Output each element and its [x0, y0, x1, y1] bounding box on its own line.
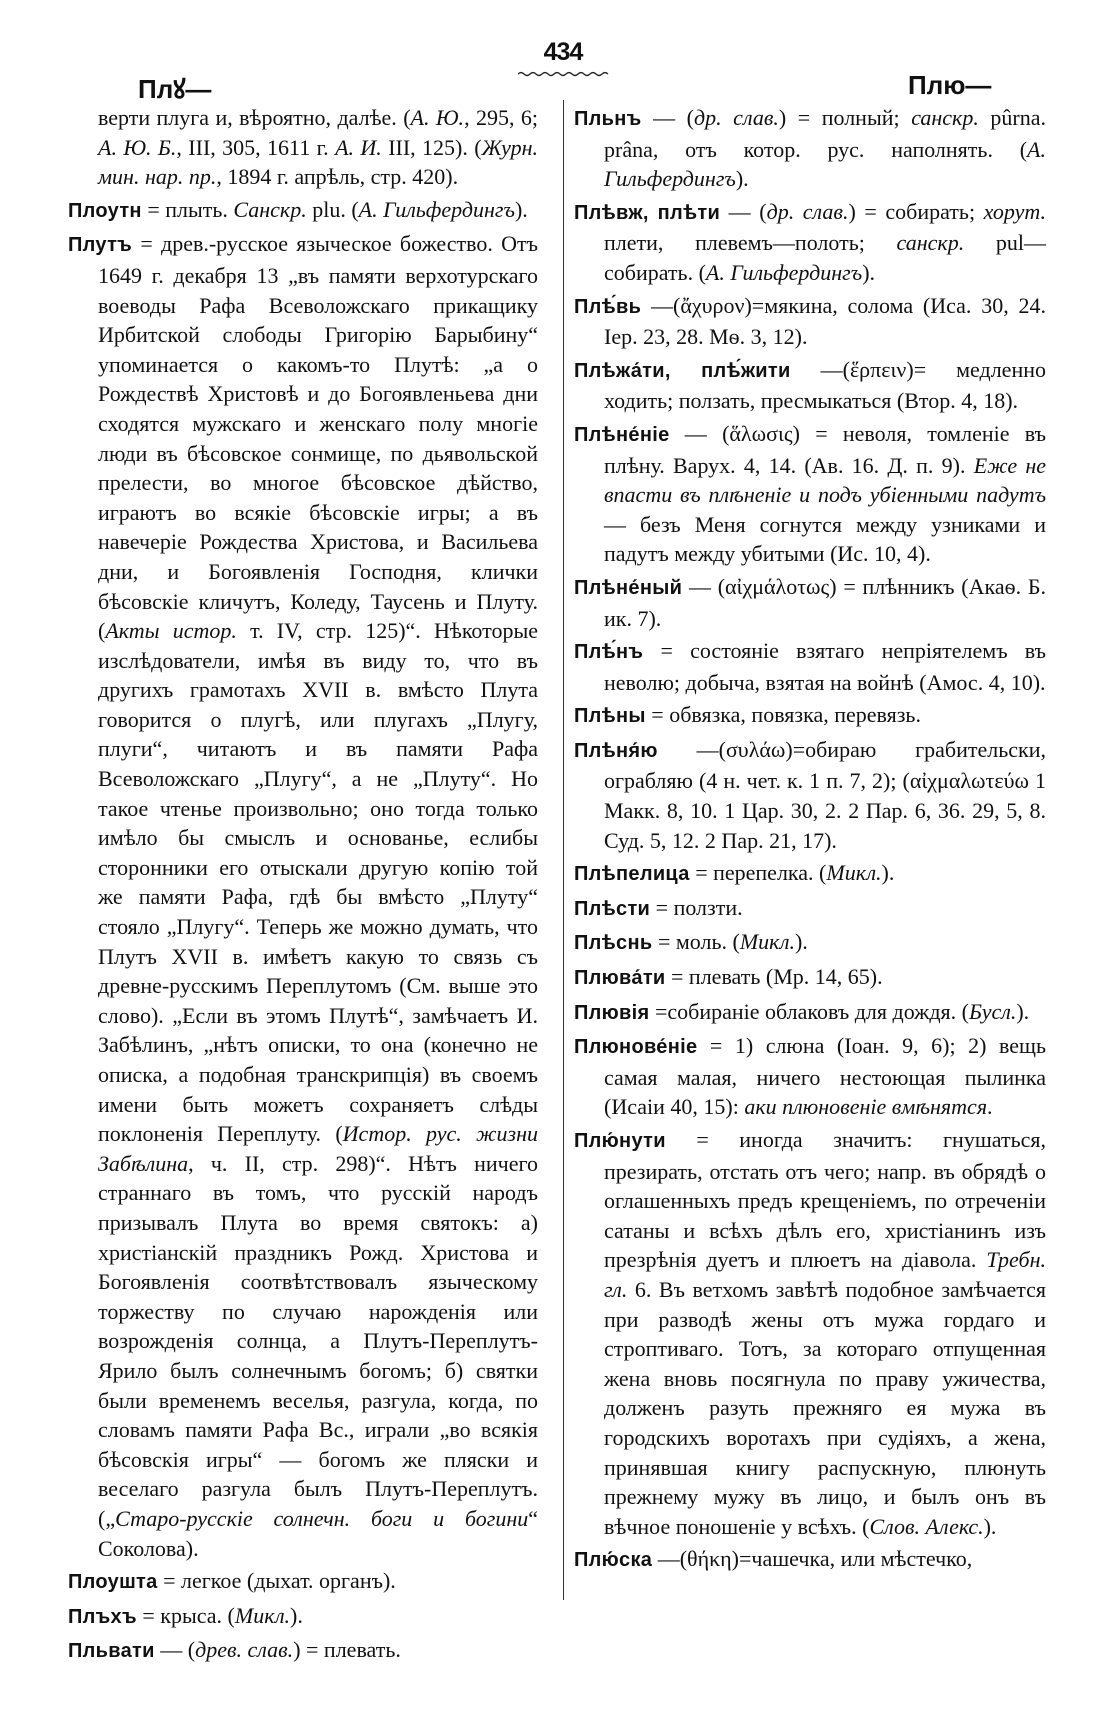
- definition-text: = моль. (: [652, 929, 740, 955]
- headword: Плѣне́ніе: [574, 423, 670, 446]
- headword: Плѣпелица: [574, 863, 690, 886]
- definition-text: III, 125). (: [381, 134, 482, 160]
- headword: Плѣ́нъ: [574, 641, 644, 664]
- dictionary-entry: [574, 572, 1046, 633]
- headword: Плѣсти: [574, 897, 651, 920]
- dictionary-entry: [574, 1031, 1046, 1122]
- definition-text: ).: [881, 860, 895, 886]
- headword: Плѣ́вь: [574, 295, 642, 318]
- italic-reference: Бусл.: [969, 998, 1017, 1024]
- definition-text: = древ.-русское языческое божество. Отъ 1649 г. декабря 13 „въ памяти верхотурскаго воеводы Рафа Всеволожскаго прикащику Ирбитской слободы Григорію Барыбину“ упоминается о какомъ-то Плутѣ: „а о Рождествѣ Христовѣ и до Богоявленьева дни сходятся мужскаго и женскаго полу многіе люди въ бѣсовское сонмище, по дьявольской прелести, во многое бѣсовское дѣйство, играютъ во всякіе бѣсовскіе игры; а въ навечеріе Рождества Христова, и Васильева дни, и Богоявленія Господня, клички бѣсовскіе кличутъ, Коледу, Таусень и Плуту. (: [98, 231, 538, 644]
- dictionary-entry: [574, 355, 1046, 416]
- running-head-left: Плꙋ—: [138, 74, 212, 104]
- definition-text: ) = собирать;: [848, 198, 984, 224]
- italic-reference: Акты истор.: [105, 618, 237, 644]
- definition-text: = плыть.: [141, 196, 234, 222]
- headword: Плутъ: [68, 234, 133, 257]
- running-head-right: Плю—: [908, 70, 992, 100]
- italic-reference: Микл.: [826, 860, 882, 886]
- definition-text: —(συλάω)=обираю грабительски, ограбляю (4 н. чет. к. 1 п. 7, 2); (αἰχμαλωτεύω 1 Макк. 8, 10. 1 Цар. 30, 2. 2 Пар. 6, 36. 29, 5, 8. Суд. 5, 12. 2 Пар. 21, 17).: [604, 736, 1046, 853]
- italic-reference: Слов. Алекс.: [869, 1513, 984, 1539]
- definition-text: —(ἕρπειν)= медленно ходить; ползать, пресмыкаться (Втор. 4, 18).: [604, 356, 1046, 414]
- definition-text: ).: [1016, 998, 1030, 1024]
- italic-reference: др. слав.: [694, 105, 779, 130]
- dictionary-entry: [574, 927, 1046, 959]
- definition-text: —(ἄχυρον)=мякина, солома (Иса. 30, 24. Іер. 23, 28. Мѳ. 3, 12).: [604, 292, 1046, 350]
- definition-text: — безъ Меня согнутся между узниками и падутъ между убитыми (Ис. 10, 4).: [604, 511, 1046, 567]
- headword: Плѣжа́ти, плѣ́жити: [574, 359, 791, 382]
- definition-text: plu. (: [306, 196, 359, 222]
- entry-continuation: [68, 103, 538, 192]
- definition-text: — (αἰχμάλοτως) = плѣнникъ (Акаѳ. Б. ик. 7).: [604, 573, 1046, 631]
- headword: Плювія: [574, 1001, 650, 1024]
- headword: Плѣне́ный: [574, 576, 683, 599]
- definition-text: ).: [983, 1513, 997, 1539]
- definition-text: =собираніе облаковъ для дождя. (: [649, 998, 969, 1024]
- dictionary-entry: [574, 419, 1046, 569]
- definition-text: ).: [514, 196, 528, 222]
- headword: Плѣвж, плѣти: [574, 201, 721, 224]
- definition-text: pul—собирать. (: [604, 230, 1046, 285]
- headword: Плѣснь: [574, 932, 653, 955]
- definition-text: , 1894 г. апрѣль, стр. 420).: [216, 164, 459, 190]
- definition-text: .: [987, 1094, 993, 1120]
- italic-reference: древ. слав.: [195, 1637, 294, 1663]
- italic-reference: Старо-русскіе солнечн. боги и богини: [115, 1505, 529, 1531]
- definition-text: ) = полный;: [778, 105, 912, 130]
- definition-text: = крыса. (: [136, 1602, 235, 1628]
- dictionary-entry: [574, 997, 1046, 1029]
- definition-text: “ Соколова).: [98, 1505, 538, 1561]
- definition-text: — (: [641, 105, 694, 130]
- definition-text: = 1) слюна (Іоан. 9, 6); 2) вещь самая малая, ничего нестоющая пылинка (Исаіи 40, 15):: [604, 1033, 1046, 1120]
- left-column: [68, 103, 538, 1670]
- italic-reference: др. слав.: [766, 198, 849, 224]
- page-number: 434: [543, 38, 583, 66]
- headword: Плюва́ти: [574, 967, 666, 990]
- headword: Плоушта: [68, 1571, 158, 1594]
- definition-text: pûrna. prâna, отъ котор. рус. наполнять. (: [604, 105, 1047, 162]
- headword: Плѣны: [574, 705, 646, 728]
- headword: Плоутн: [68, 199, 142, 222]
- dictionary-entry: [574, 291, 1046, 352]
- dictionary-entry: [574, 103, 1046, 194]
- dictionary-entry: [574, 858, 1046, 890]
- definition-text: = легкое (дыхат. органъ).: [157, 1568, 396, 1594]
- definition-text: — (: [720, 198, 767, 224]
- column-divider: [563, 100, 564, 1600]
- dictionary-entry: [574, 1125, 1046, 1541]
- definition-text: = иногда значитъ: гнушаться, презирать, отстать отъ чего; напр. въ обрядѣ о оглашенныхъ предъ крещеніемъ, по отреченіи сатаны и всѣхъ дѣлъ его, христіанинъ изъ презрѣнія дуетъ и плюетъ на діавола.: [604, 1127, 1046, 1273]
- definition-text: = перепелка. (: [689, 860, 827, 886]
- headword: Плѣня́ю: [574, 739, 658, 762]
- definition-text: — (: [154, 1637, 196, 1663]
- headword: Пльвати: [68, 1640, 155, 1663]
- italic-reference: Микл.: [739, 929, 795, 955]
- definition-text: ) = плевать.: [293, 1637, 401, 1663]
- definition-text: т. IV, стр. 125)“. Нѣкоторые изслѣдователи, имѣя въ виду то, что въ другихъ грамотахъ XVII в. вмѣсто Плута говорится о плугѣ, или плугахъ „Плугу, плуги“, читаютъ и въ памяти Рафа Всеволожскаго „Плугу“, а не „Плуту“. Но такое чтенье произвольно; оно тогда только имѣло бы смыслъ и основанье, еслибы сторонники его отыскали другую копію той же памяти Рафа, гдѣ бы вмѣсто „Плуту“ стояло „Плугу“. Теперь же можно думать, что Плутъ XVII в. имѣетъ какую то связь съ древне-русскимъ Переплутомъ (См. выше это слово). „Если въ этомъ Плутѣ“, замѣчаетъ И. Забѣлинъ, „нѣтъ описки, то она (конечно не описка, а подобная транскрипція) въ своемъ имени быть можетъ сохраняетъ слѣды поклоненія Переплуту. (: [98, 618, 538, 1147]
- ornament-rule: [518, 70, 610, 78]
- definition-text: —(θήκη)=чашечка, или мѣстечко,: [652, 1546, 973, 1572]
- italic-reference: санскр.: [911, 105, 979, 130]
- dictionary-entry: [574, 197, 1046, 288]
- definition-text: 6. Въ ветхомъ завѣтѣ подобное замѣчается при разводѣ жены отъ мужа гордаго и строптиваго. Тотъ, за котораго отпущенная жена вновь посягнула по праву ужичества, долженъ разуть прежняго ея мужа въ городскихъ воротахъ при судіяхъ, а жена, принявшая книгу распускную, плюнуть прежнему мужу въ лицо, и былъ онъ въ вѣчное поношеніе у всѣхъ. (: [604, 1276, 1046, 1539]
- definition-text: ).: [862, 259, 876, 285]
- italic-reference: А. И.: [335, 134, 382, 160]
- headword: Пльнъ: [574, 108, 642, 130]
- dictionary-entry: [574, 735, 1046, 855]
- italic-reference: Требн. гл.: [604, 1247, 1046, 1302]
- dictionary-entry: [574, 636, 1046, 697]
- headword: Плю́ска: [574, 1549, 653, 1572]
- italic-reference: хорут.: [983, 198, 1046, 224]
- dictionary-entry: [68, 1566, 538, 1598]
- italic-reference: Санскр.: [233, 196, 307, 222]
- italic-reference: А. Гильфердингъ: [604, 136, 1046, 192]
- definition-text: = ползти.: [650, 894, 743, 920]
- dictionary-entry: [574, 1544, 1046, 1576]
- definition-text: ).: [290, 1602, 303, 1628]
- italic-reference: Микл.: [234, 1602, 291, 1628]
- right-column: [574, 103, 1046, 1579]
- italic-reference: А. Гильфердингъ: [358, 196, 515, 222]
- definition-text: , III, 305, 1611 г.: [176, 134, 336, 160]
- definition-text: = плевать (Мр. 14, 65).: [665, 964, 883, 990]
- italic-reference: Еже не впасти въ плѣненіе и подъ убіенными падутъ: [604, 452, 1047, 508]
- italic-reference: Журн. мин. нар. пр.: [98, 134, 538, 190]
- dictionary-entry: [574, 700, 1046, 732]
- dictionary-entry: [68, 229, 538, 1563]
- italic-reference: аки плюновеніе вмѣнятся: [744, 1094, 988, 1120]
- dictionary-entry: [68, 1601, 538, 1633]
- dictionary-entry: [574, 893, 1046, 925]
- headword: Плюнове́ніе: [574, 1036, 698, 1059]
- italic-reference: А. Гильфердингъ: [705, 259, 863, 285]
- definition-text: плети, плевемъ—полоть;: [604, 230, 897, 256]
- definition-text: ).: [735, 166, 749, 192]
- dictionary-entry: [68, 195, 538, 227]
- headword: Плю́нути: [574, 1130, 666, 1152]
- definition-text: = состояніе взятаго непріятелемъ въ неволю; добыча, взятая на войнѣ (Амос. 4, 10).: [604, 638, 1046, 695]
- dictionary-entry: [68, 1635, 538, 1667]
- italic-reference: А. Ю. Б.: [98, 134, 177, 160]
- definition-text: верти плуга и, вѣроятно, далѣе. (: [98, 105, 411, 130]
- dictionary-entry: [574, 962, 1046, 994]
- italic-reference: санскр.: [896, 230, 965, 256]
- definition-text: , ч. II, стр. 298)“. Нѣтъ ничего страннаго въ томъ, что русскій народъ призывалъ Плута во время святокъ: а) христіанскій праздникъ Рожд. Христова и Богоявленія соотвѣтствовалъ языческому торжеству по случаю нарожденія или возрожденія солнца, а Плутъ-Переплутъ-Ярило былъ солнечнымъ богомъ; б) святки были временемъ веселья, разгула, когда, по словамъ памяти Рафа Вс., играли „во всякія бѣсовскія игры“ — богомъ же пляски и веселаго разгула былъ Плутъ-Переплутъ. („: [98, 1150, 538, 1531]
- definition-text: , 295, 6;: [464, 105, 538, 130]
- definition-text: ).: [794, 929, 808, 955]
- definition-text: — (ἅλωσις) = неволя, томленіе въ плѣну. Варух. 4, 14. (Ав. 16. Д. п. 9).: [604, 420, 1046, 478]
- headword: Плъхъ: [68, 1605, 137, 1628]
- definition-text: = обвязка, повязка, перевязь.: [645, 702, 921, 728]
- italic-reference: Истор. рус. жизни Забѣлина: [98, 1121, 538, 1176]
- italic-reference: А. Ю.: [410, 105, 465, 130]
